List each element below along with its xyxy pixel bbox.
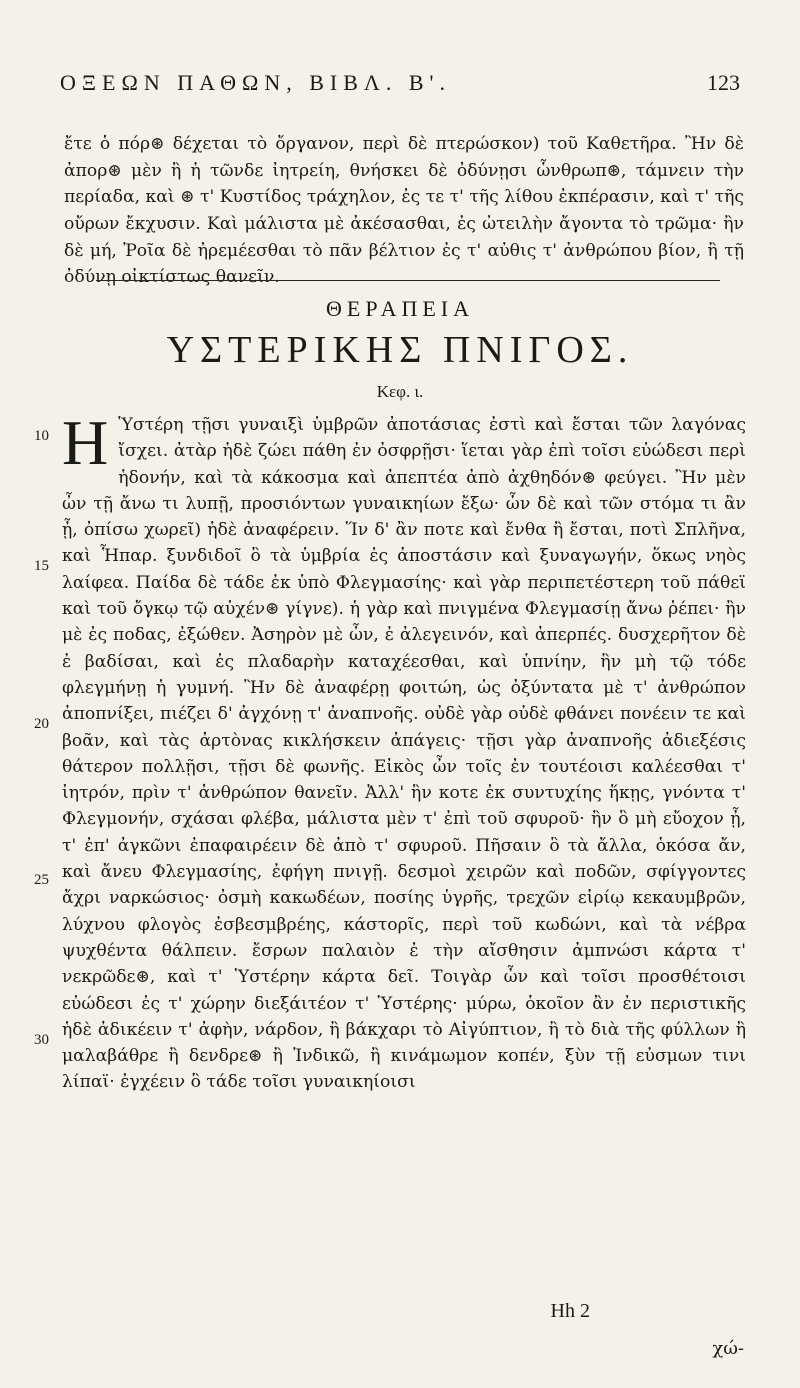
line-number: 15 [34,558,49,574]
catchword: χώ- [712,1338,744,1359]
line-number: 30 [34,1032,49,1048]
line-number: 20 [34,716,49,732]
page-number: 123 [707,70,740,95]
section-title: ΘΕΡΑΠΕΙΑ [326,296,474,321]
line-number: 10 [34,428,49,444]
body-text: Ὑστέρη τῇσι γυναιξὶ ὑμβρῶν ἀποτάσιας ἐστὶ καὶ ἔσται τῶν λαγόνας ἴσχει. ἀτὰρ ἡδὲ ζώει πάθη ἐν ὀσφρῇσι· ἵεται γὰρ ἐπὶ τοῖσι εὐώδεσι περὶ ἡδονήν, καὶ τὰ κάκοσμα καὶ ἀπεπτέα ἀπὸ ἀχθηδόν⊛ φεύγει. Ἢν μὲν ὦν τῇ ἄνω τι λυπῇ, προσιόντων γυναικηίων ἔξω· ὧν δὲ καὶ τῶν στόμα τι ἂν ᾖ, ὀπίσω χωρεῖ) ἡδὲ ἀναφέρειν. Ἵν δ' ἂν ποτε καὶ ἔνθα ἢ ἔσται, ποτὶ Σπλῆνα, καὶ Ἧπαρ. ξυνδιδοῖ ὃ τὰ ὑμβρία ἐς ἀποστάσιν καὶ ξυναγωγήν, ὅκως νηὸς λαίφεα. Παίδα δὲ τάδε ἐκ ὑπὸ Φλεγμασίης· καὶ γὰρ περιπετέστερη τοῦ πάθεϊ καὶ τοῦ ὄγκῳ τῷ αὐχέν⊛ γίγνε). ἡ γὰρ καὶ πνιγμένα Φλεγμασίῃ ἄνω ῥέπει· ἢν μὲ ἐς ποδας, ἐξώθεν. Ἀσηρὸν μὲ ὦν, ἐ ἀλεγεινόν, καὶ ἀπερπές. δυσχερῆτον δὲ ἐ βαδίσαι, καὶ ἐς πλαδαρὴν καταχέεσθαι, καὶ ὑπνίην, ἣν μὴ τῷ τόδε φλεγμήνῃ ἡ γυμνή. Ἢν δὲ ἀναφέρῃ φοιτώη, ὡς ὀξύντατα μὲ τ' ἀνθρώπον ἀποπνίξει, πιέζει δ' ἀγχόνῃ τ' ἀναπνοῆς. οὐδὲ γὰρ οὐδὲ φθάνει πονέειν τε καὶ βοᾶν, καὶ τὰς ἀρτὸνας κικλήσκειν ἀπάγεις· τῇσι γὰρ ἀναπνοῆς ἀδιεξέσις θάτερον πολλῇσι, τῇσι δὲ φωνῆς. Εἰκὸς ὦν τοῖς ἐν τουτέοισι καλέεσθαι τ' ἰητρόν, πρὶν τ' ἀνθρώπον θανεῖν. Ἀλλ' ἢν κοτε ἐκ συντυχίης ἥκῃς, γνόντα τ' Φλεγμονήν, σχάσαι φλέβα, μάλιστα μὲν τ' ἐπὶ τοῦ σφυροῦ· ἢν ὃ μὴ εὔοχον ᾖ, τ' ἐπ' ἀγκῶνι ἐπαφαιρέειν δὲ ἀπὸ τ' σφυροῦ. Πῆσαιν ὃ τὰ ἄλλα, ὁκόσα ἄν, καὶ ἄνευ Φλεγμασίης, ἐφήγη πνιγῇ. δεσμοὶ χειρῶν καὶ ποδῶν, σφίγγοντες ἄχρι ναρκώσιος· ὀσμὴ κακωδέων, ποσίης ὑγρῆς, τρεχῶν εἰρίῳ κεκαυμβρῶν, λύχνου φλογὸς ἐσβεσμβρέης, κάστορῖς, περὶ τοῦ κωδώνι, καὶ τὰ νέβρα ψυχθέντα θάλπειν. ἔσρων παλαιὸν ἐ τὴν αἴσθησιν ἀμπνώσι κάρτα τ' νεκρῶδε⊛, καὶ τ' Ὑστέρην κάρτα δεῖ. Τοιγὰρ ὦν καὶ τοῖσι προσθέτοισι εὐώδεσι ἐς τ' χώρην διεξάιτέον τ' Ὑστέρης· μύρω, ὁκοῖον ἂν ἐν περιστικῆς ἡδὲ ἀδικέειν τ' ἀφὴν, νάρδον, ἢ βάκχαρι τὸ Αἰγύπτιον, ἢ τὸ διὰ τῆς φύλλων ἢ μαλαβάθρε ἢ δενδρε⊛ ἢ Ἰνδικῶ, ἢ κινάμωμον κοπέν, ξὺν τῇ εὐσμων τινι λίπαϊ· ἐγχέειν ὃ τάδε τοῖσι γυναικηίοισι [62,415,746,1093]
chapter-body [62,407,746,1096]
intro-paragraph: ἔτε ὁ πόρ⊛ δέχεται τὸ ὄργανον, περὶ δὲ πτερώσκον) τοῦ Καθετῆρα. Ἢν δὲ ἀπορ⊛ μὲν ἢ ἡ τῶνδε ἰητρείη, θνήσκει δὲ ὀδύνῃσι ὧνθρωπ⊛, τάμνειν τὴν περίαδα, καὶ ⊛ τ' Κυστίδος τράχηλον, ἐς τε τ' τῆς λίθου ἐκπέρασιν, καὶ τ' τῆς οὔρων ἔκχυσιν. Καὶ μάλιστα μὲ ἀκέσασθαι, ἐς ὠτειλὴν ἄγοντα τὸ τρῶμα· ἢν δὲ μή, Ῥοῖα δὲ ἠρεμέεσθαι τὸ πᾶν βέλτιον ἐς τ' αὐθις τ' ἀνθρώπου βίον, ἢ τῇ ὀδύνῃ οἰκτίστως θανεῖν. [64,134,744,288]
drop-cap: Η [62,407,109,478]
running-head: ΟΞΕΩΝ ΠΑΘΩΝ, ΒΙΒΛ. Β'. [60,70,451,95]
chapter-heading: Κεφ. ι. [376,382,424,401]
signature-mark: Hh 2 [550,1300,590,1322]
section-divider [96,280,720,281]
line-number: 25 [34,872,49,888]
section-subtitle: ΥΣΤΕΡΙΚΗΣ ΠΝΙΓΟΣ. [166,329,634,371]
page-header [60,70,740,102]
